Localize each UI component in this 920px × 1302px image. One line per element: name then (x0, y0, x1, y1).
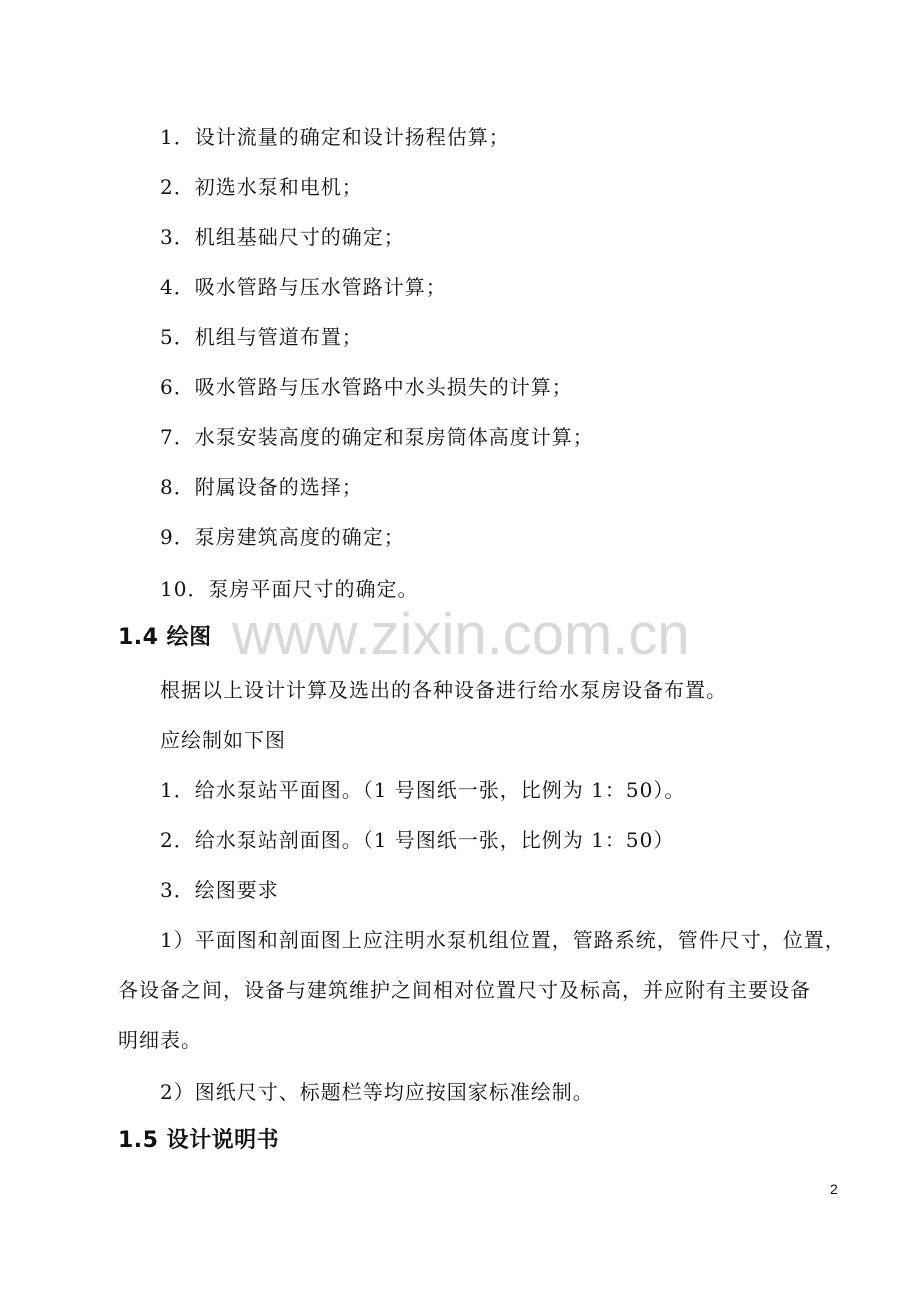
list-item: 7．水泵安装高度的确定和泵房筒体高度计算； (160, 425, 594, 449)
watermark-text: www.zixin.com.cn (232, 602, 690, 667)
section-intro: 根据以上设计计算及选出的各种设备进行给水泵房设备布置。 (160, 678, 727, 702)
list-item: 4．吸水管路与压水管路计算； (160, 275, 447, 299)
requirement-2: 2）图纸尺寸、标题栏等均应按国家标准绘制。 (160, 1080, 594, 1104)
list-item: 9．泵房建筑高度的确定； (160, 525, 405, 549)
list-item: 8．附属设备的选择； (160, 475, 363, 499)
requirement-1-line-1: 1）平面图和剖面图上应注明水泵机组位置，管路系统，管件尺寸，位置， (160, 928, 846, 952)
drawing-item: 2．给水泵站剖面图。（1 号图纸一张，比例为 1：50） (160, 828, 675, 852)
requirement-1-line-2: 各设备之间，设备与建筑维护之间相对位置尺寸及标高，并应附有主要设备 (118, 978, 811, 1002)
list-item: 3．机组基础尺寸的确定； (160, 225, 405, 249)
list-item: 5．机组与管道布置； (160, 325, 363, 349)
section-heading-1-4: 1.4 绘图 (118, 625, 212, 650)
drawing-item: 1．给水泵站平面图。（1 号图纸一张，比例为 1：50）。 (160, 778, 686, 802)
drawings-label: 应绘制如下图 (160, 728, 286, 752)
drawing-item: 3．绘图要求 (160, 878, 279, 902)
list-item: 2．初选水泵和电机； (160, 175, 363, 199)
list-item: 1．设计流量的确定和设计扬程估算； (160, 125, 510, 149)
list-item: 6．吸水管路与压水管路中水头损失的计算； (160, 375, 573, 399)
page-number: 2 (830, 1181, 838, 1197)
list-item: 10．泵房平面尺寸的确定。 (160, 577, 419, 601)
requirement-1-line-3: 明细表。 (118, 1028, 202, 1052)
section-heading-1-5: 1.5 设计说明书 (118, 1128, 280, 1153)
